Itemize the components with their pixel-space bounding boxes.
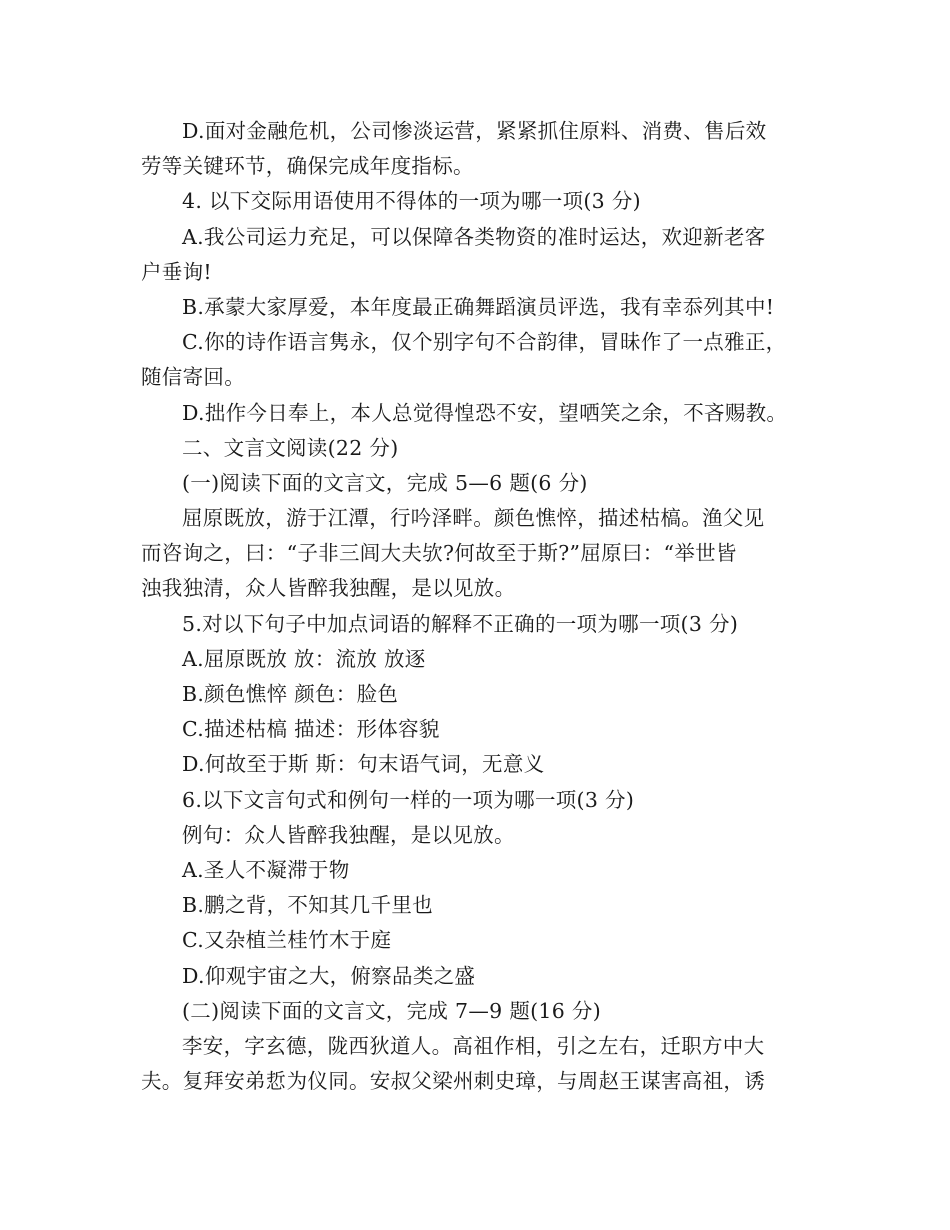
q4-option-a-line-2: 户垂询! (141, 259, 212, 284)
question-5: 5.对以下句子中加点词语的解释不正确的一项为哪一项(3 分) (182, 611, 739, 636)
q4-option-c-line-1: C.你的诗作语言隽永，仅个别字句不合韵律，冒昧作了一点雅正， (182, 330, 787, 355)
q4-option-c-line-2: 随信寄回。 (141, 365, 245, 390)
q6-option-d: D.仰观宇宙之大，俯察品类之盛 (182, 963, 476, 988)
passage-1-line-3: 浊我独清，众人皆醉我独醒，是以见放。 (141, 576, 516, 601)
q6-option-b: B.鹏之背，不知其几千里也 (182, 893, 433, 918)
question-6: 6.以下文言句式和例句一样的一项为哪一项(3 分) (182, 787, 635, 812)
q5-option-b: B.颜色憔悴 颜色：脸色 (182, 682, 399, 706)
q4-option-b: B.承蒙大家厚爱，本年度最正确舞蹈演员评选，我有幸忝列其中! (182, 294, 775, 319)
q5-option-c: C.描述枯槁 描述：形体容貌 (182, 717, 440, 742)
option-d-line-1: D.面对金融危机，公司惨淡运营，紧紧抓住原料、消费、售后效 (182, 119, 767, 143)
q4-option-d: D.拙作今日奉上，本人总觉得惶恐不安，望哂笑之余，不吝赐教。 (182, 400, 788, 425)
passage-1-line-2: 而咨询之，曰：“子非三闾大夫欤?何故至于斯?”屈原曰：“举世皆 (141, 541, 737, 566)
q4-option-a-line-1: A.我公司运力充足，可以保障各类物资的准时运达，欢迎新老客 (182, 224, 766, 249)
q5-option-a: A.屈原既放 放：流放 放逐 (182, 646, 426, 671)
section-heading-classical-chinese: 二、文言文阅读(22 分) (182, 435, 399, 460)
q6-option-a: A.圣人不凝滞于物 (182, 857, 350, 882)
question-4: 4. 以下交际用语使用不得体的一项为哪一项(3 分) (182, 189, 641, 214)
passage-2-line-1: 李安，字玄德，陇西狄道人。高祖作相，引之左右，迁职方中大 (182, 1033, 765, 1058)
subsection-heading-1: (一)阅读下面的文言文，完成 5—6 题(6 分) (182, 470, 588, 495)
passage-2-line-2: 夫。复拜安弟悊为仪同。安叔父梁州刺史璋，与周赵王谋害高祖，诱 (141, 1069, 765, 1094)
document-text (141, 114, 821, 1099)
passage-1-line-1: 屈原既放，游于江潭，行吟泽畔。颜色憔悴，描述枯槁。渔父见 (182, 506, 765, 531)
subsection-heading-2: (二)阅读下面的文言文，完成 7—9 题(16 分) (182, 998, 602, 1023)
q5-option-d: D.何故至于斯 斯：句末语气词，无意义 (182, 752, 545, 777)
q6-option-c: C.又杂植兰桂竹木于庭 (182, 928, 392, 953)
q6-example: 例句：众人皆醉我独醒，是以见放。 (182, 822, 515, 847)
option-d-line-2: 劳等关键环节，确保完成年度指标。 (141, 154, 474, 179)
